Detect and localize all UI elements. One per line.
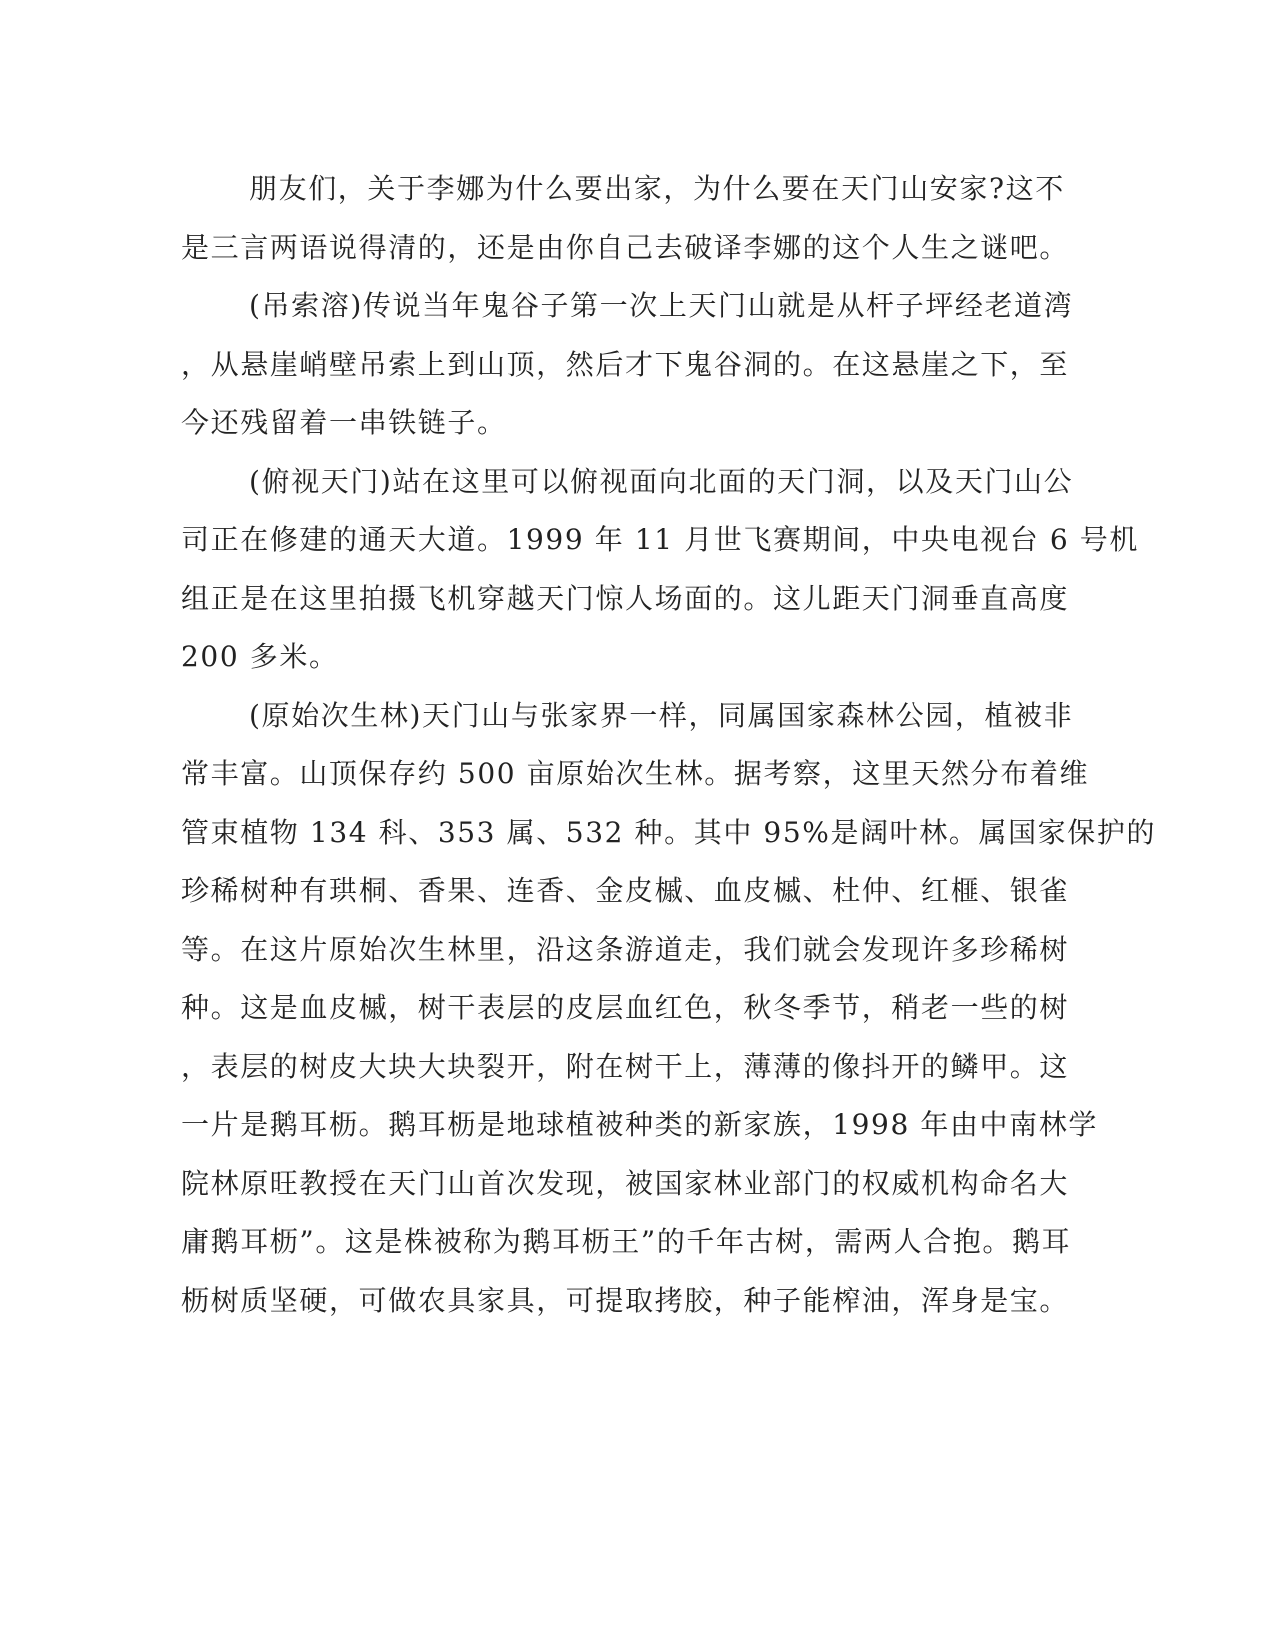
text-line: 种。这是血皮槭，树干表层的皮层血红色，秋冬季节，稍老一些的树 (181, 991, 1070, 1024)
text-line: 组正是在这里拍摄飞机穿越天门惊人场面的。这儿距天门洞垂直高度 (181, 581, 1070, 615)
text-line: 司正在修建的通天大道。1999 年 11 月世飞赛期间，中央电视台 6 号机 (181, 523, 1140, 556)
text-line: (原始次生林)天门山与张家界一样，同属国家森林公园，植被非 (249, 698, 1074, 732)
text-line: ，表层的树皮大块大块裂开，附在树干上，薄薄的像抖开的鳞甲。这 (181, 1049, 1070, 1083)
text-line: 200 多米。 (181, 640, 339, 673)
text-line: ，从悬崖峭壁吊索上到山顶，然后才下鬼谷洞的。在这悬崖之下，至 (181, 347, 1070, 381)
text-line: 管束植物 134 科、353 属、532 种。其中 95%是阔叶林。属国家保护的 (181, 815, 1157, 849)
text-line: 常丰富。山顶保存约 500 亩原始次生林。据考察，这里天然分布着维 (181, 757, 1090, 790)
text-line: (俯视天门)站在这里可以俯视面向北面的天门洞，以及天门山公 (249, 464, 1074, 498)
text-line: 珍稀树种有珙桐、香果、连香、金皮槭、血皮槭、杜仲、红榧、银雀 (181, 874, 1070, 907)
text-line: 庸鹅耳枥”。这是株被称为鹅耳枥王”的千年古树，需两人合抱。鹅耳 (181, 1225, 1072, 1258)
text-line: 院林原旺教授在天门山首次发现，被国家林业部门的权威机构命名大 (181, 1166, 1070, 1200)
document-body (181, 160, 1157, 1330)
text-line: 枥树质坚硬，可做农具家具，可提取拷胶，种子能榨油，浑身是宝。 (181, 1283, 1070, 1317)
text-line: (吊索溶)传说当年鬼谷子第一次上天门山就是从杆子坪经老道湾 (249, 289, 1074, 322)
text-line: 一片是鹅耳枥。鹅耳枥是地球植被种类的新家族，1998 年由中南林学 (181, 1108, 1098, 1141)
text-line: 朋友们，关于李娜为什么要出家，为什么要在天门山安家?这不 (249, 172, 1065, 205)
text-line: 是三言两语说得清的，还是由你自己去破译李娜的这个人生之谜吧。 (181, 230, 1070, 264)
text-line: 等。在这片原始次生林里，沿这条游道走，我们就会发现许多珍稀树 (181, 932, 1070, 966)
text-line: 今还残留着一串铁链子。 (181, 406, 507, 439)
